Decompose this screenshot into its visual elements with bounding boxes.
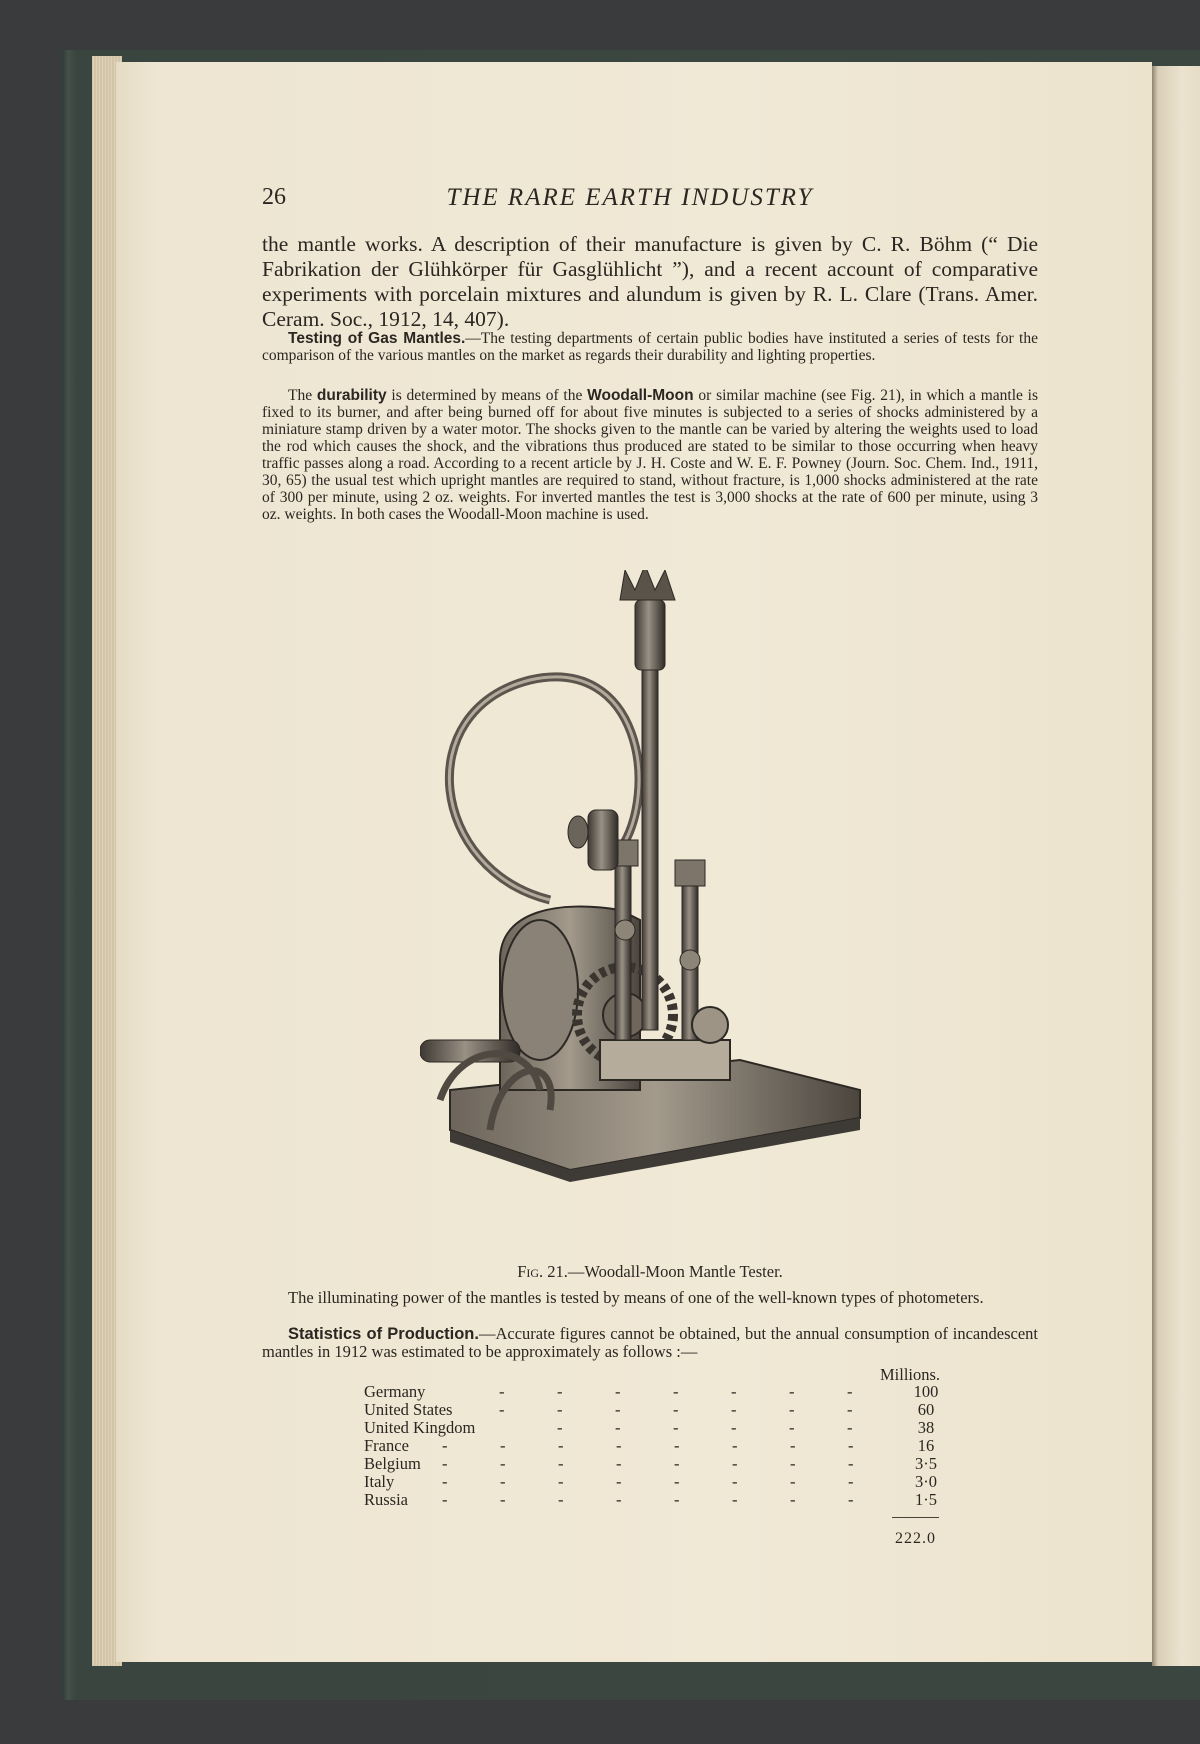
country-name: France bbox=[364, 1436, 409, 1455]
total-rule bbox=[892, 1517, 939, 1518]
country-name: Germany bbox=[364, 1382, 426, 1401]
term-woodall-moon: Woodall-Moon bbox=[587, 387, 694, 404]
table-row bbox=[364, 1382, 954, 1400]
page-number: 26 bbox=[262, 184, 286, 210]
country-value: 100 bbox=[913, 1382, 939, 1401]
figure-caption-text: —Woodall-Moon Mantle Tester. bbox=[567, 1262, 783, 1281]
country-value: 3·0 bbox=[915, 1472, 937, 1491]
country-value: 3·5 bbox=[915, 1454, 937, 1473]
durability-lead: The bbox=[288, 387, 317, 404]
paragraph-testing bbox=[262, 330, 1038, 364]
leader-dashes: - - - - - - - bbox=[499, 1382, 853, 1401]
leader-dashes: - - - - - - - bbox=[499, 1400, 853, 1419]
paragraph-statistics-text: —Accurate figures cannot be obtained, but the annual consumption of incandescent mantles in 1912 was estimated to be approximately as follows :— bbox=[262, 1324, 1038, 1361]
paragraph-durability bbox=[262, 387, 1038, 523]
country-name: United States bbox=[364, 1400, 453, 1419]
table-unit-label: Millions. bbox=[880, 1365, 941, 1384]
country-value: 1·5 bbox=[915, 1490, 937, 1509]
table-total: 222.0 bbox=[895, 1530, 936, 1547]
country-value: 60 bbox=[917, 1400, 935, 1419]
paragraph-illuminating: The illuminating power of the mantles is tested by means of one of the well-known types of photometers. bbox=[288, 1288, 984, 1307]
running-head: THE RARE EARTH INDUSTRY bbox=[446, 184, 814, 211]
facing-page-edge bbox=[1152, 66, 1200, 1666]
table-row bbox=[364, 1436, 954, 1454]
paragraph-statistics bbox=[262, 1325, 1038, 1360]
paragraph-intro: the mantle works. A description of their manufacture is given by C. R. Böhm (“ Die Fabrikation der Glühkörper für Gasglühlicht ”), and a recent account of comparative experiments with porcelain mixtures and alundum is given by R. L. Clare (Trans. Amer. Ceram. Soc., 1912, 14, 407). bbox=[262, 232, 1038, 331]
durability-text: or similar machine (see Fig. 21), in which a mantle is fixed to its burner, and after being burned off for about five minutes is subjected to a series of shocks administered by a miniature stamp driven by a water motor. The shocks given to the mantle can be varied by altering the weights used to load the rod which causes the shock, and the vibrations thus produced are stated to be similar to those occurring when heavy traffic passes along a road. According to a recent article by J. H. Coste and W. E. F. Powney (Journ. Soc. Chem. Ind., 1911, 30, 65) the usual test which upright mantles are required to stand, without fracture, is 1,000 shocks administered at the rate of 300 per minute, using 2 oz. weights. For inverted mantles the test is 3,000 shocks at the rate of 600 per minute, using 3 oz. weights. In both cases the Woodall-Moon machine is used. bbox=[262, 387, 1038, 523]
section-heading-testing: Testing of Gas Mantles. bbox=[288, 330, 466, 347]
section-heading-statistics: Statistics of Production. bbox=[288, 1325, 479, 1343]
country-name: Italy bbox=[364, 1472, 395, 1491]
country-value: 16 bbox=[917, 1436, 935, 1455]
term-durability: durability bbox=[316, 387, 387, 404]
woodall-moon-machine-illustration bbox=[420, 570, 870, 1260]
table-row bbox=[364, 1454, 954, 1472]
country-name: United Kingdom bbox=[364, 1418, 476, 1437]
country-name: Russia bbox=[364, 1490, 409, 1509]
table-row bbox=[364, 1400, 954, 1418]
leader-dashes: - - - - - - bbox=[557, 1418, 853, 1437]
country-name: Belgium bbox=[364, 1454, 421, 1473]
leader-dashes: - - - - - - - - bbox=[442, 1472, 854, 1491]
table-row bbox=[364, 1418, 954, 1436]
figure-caption bbox=[262, 1262, 1038, 1282]
paragraph-testing-text: —The testing departments of certain public bodies have instituted a series of tests for the comparison of the various mantles on the market as regards their durability and lighting properties. bbox=[262, 330, 1038, 364]
leader-dashes: - - - - - - - - bbox=[442, 1490, 854, 1509]
leader-dashes: - - - - - - - - bbox=[442, 1436, 854, 1455]
durability-mid: is determined by means of the bbox=[386, 387, 588, 404]
leader-dashes: - - - - - - - - bbox=[442, 1454, 854, 1473]
figure-label: Fig. 21. bbox=[517, 1262, 568, 1281]
country-value: 38 bbox=[917, 1418, 935, 1437]
table-row bbox=[364, 1472, 954, 1490]
table-row bbox=[364, 1490, 954, 1508]
